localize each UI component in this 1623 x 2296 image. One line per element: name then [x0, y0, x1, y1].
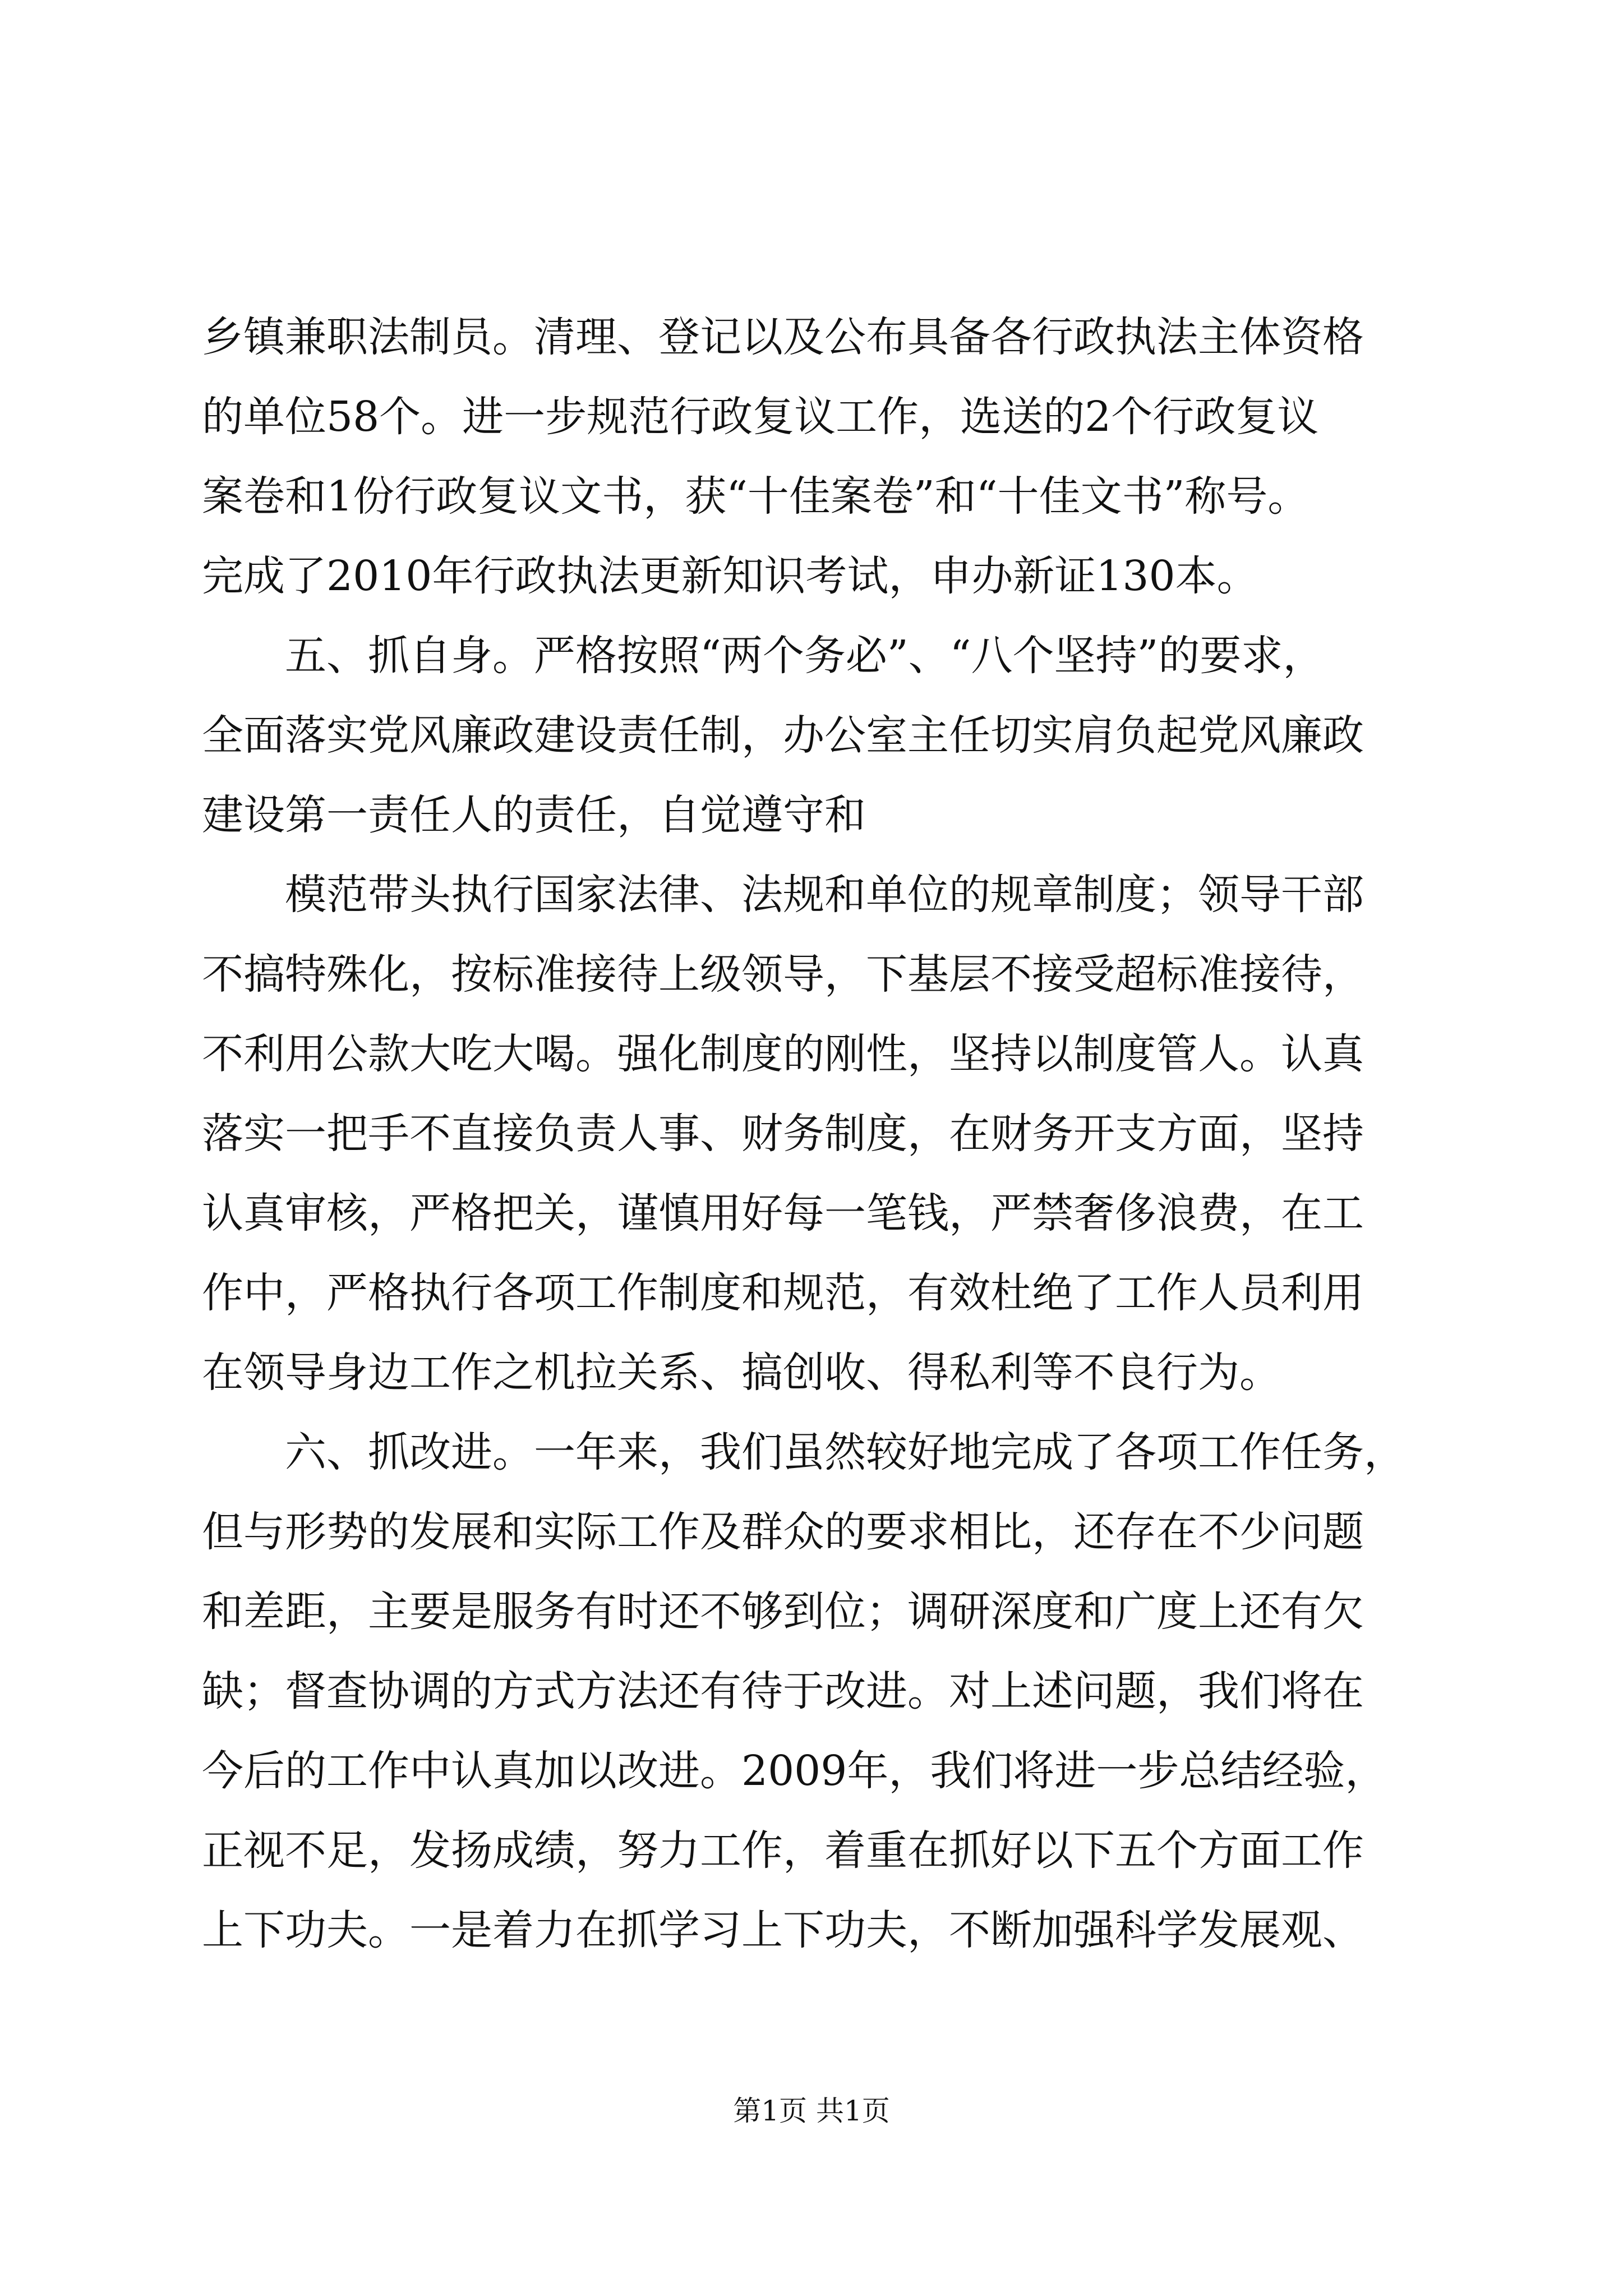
text-line: 不搞特殊化，按标准接待上级领导，下基层不接受超标准接待，: [202, 950, 1364, 999]
page-footer: [0, 2091, 1623, 2131]
text-line: 的单位58个。进一步规范行政复议工作，选送的2个行政复议: [202, 393, 1319, 441]
text-line: 落实一把手不直接负责人事、财务制度，在财务开支方面，坚持: [202, 1110, 1364, 1158]
text-line: 完成了2010年行政执法更新知识考试，申办新证130本。: [202, 552, 1258, 600]
text-line: 在领导身边工作之机拉关系、搞创收、得私利等不良行为。: [202, 1349, 1281, 1397]
paragraph-start-line: 六、抓改进。一年来，我们虽然较好地完成了各项工作任务，: [285, 1428, 1405, 1476]
text-line: 乡镇兼职法制员。清理、登记以及公布具备各行政执法主体资格: [202, 313, 1364, 361]
text-line: 但与形势的发展和实际工作及群众的要求相比，还存在不少问题: [202, 1508, 1364, 1556]
text-line: 正视不足，发扬成绩，努力工作，着重在抓好以下五个方面工作: [202, 1826, 1364, 1875]
text-line: 建设第一责任人的责任，自觉遵守和: [202, 791, 866, 839]
text-line: 今后的工作中认真加以改进。2009年，我们将进一步总结经验，: [202, 1747, 1387, 1795]
text-line: 认真审核，严格把关，谨慎用好每一笔钱，严禁奢侈浪费，在工: [202, 1189, 1364, 1237]
paragraph-start-line: 五、抓自身。严格按照“两个务必”、“八个坚持”的要求，: [285, 632, 1325, 680]
paragraph-start-line: 模范带头执行国家法律、法规和单位的规章制度；领导干部: [285, 871, 1364, 919]
text-line: 案卷和1份行政复议文书，获“十佳案卷”和“十佳文书”称号。: [202, 472, 1310, 521]
document-body: [202, 297, 1424, 1970]
text-line: 上下功夫。一是着力在抓学习上下功夫，不断加强科学发展观、: [202, 1906, 1364, 1954]
text-line: 和差距，主要是服务有时还不够到位；调研深度和广度上还有欠: [202, 1588, 1364, 1636]
page-number-label: 第1页 共1页: [733, 2095, 890, 2127]
text-line: 全面落实党风廉政建设责任制，办公室主任切实肩负起党风廉政: [202, 711, 1364, 760]
text-line: 作中，严格执行各项工作制度和规范，有效杜绝了工作人员利用: [202, 1269, 1364, 1317]
text-line: 不利用公款大吃大喝。强化制度的刚性，坚持以制度管人。认真: [202, 1030, 1364, 1078]
text-line: 缺；督查协调的方式方法还有待于改进。对上述问题，我们将在: [202, 1667, 1364, 1715]
